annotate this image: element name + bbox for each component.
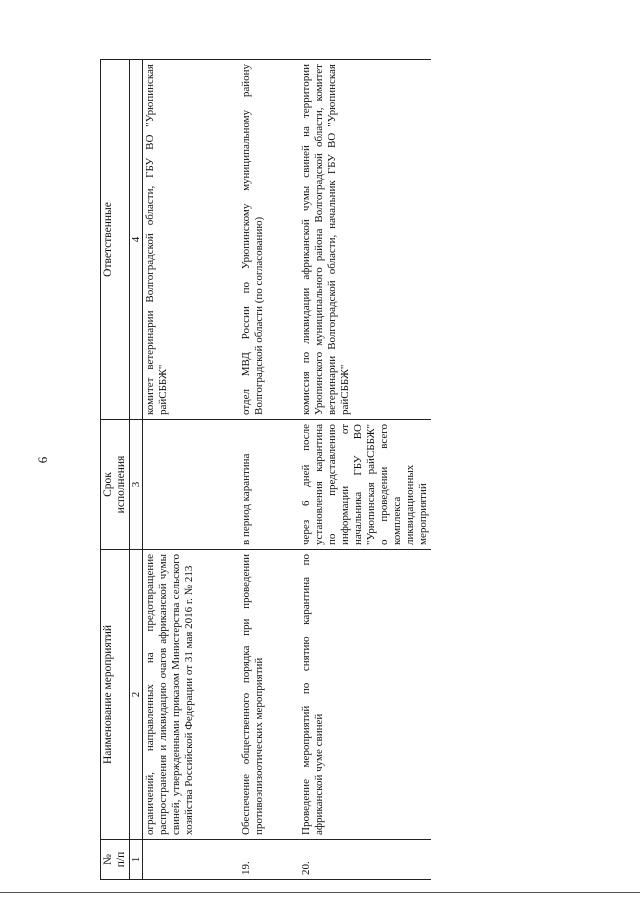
header-activity-name: Наименование мероприятий <box>101 550 130 840</box>
row-responsible: комитет ветеринарии Волгоградской области, ГБУ ВО "Урюпинская райСББЖ" <box>143 60 239 420</box>
page-number: 6 <box>35 456 50 464</box>
scan-edge-line <box>0 892 640 893</box>
table-row <box>239 60 299 880</box>
column-number: 4 <box>130 60 143 420</box>
table-row <box>143 60 239 880</box>
header-responsible: Ответственные <box>101 60 130 420</box>
row-term: в период карантина <box>239 420 299 550</box>
header-number: № п/п <box>101 840 130 880</box>
row-responsible: отдел МВД России по Урюпинскому муниципальному району Волгоградской области (по согласованию) <box>239 60 299 420</box>
rotated-page <box>35 40 429 880</box>
row-number: 19. <box>239 840 299 880</box>
row-activity-name: Проведение мероприятий по снятию карантина по африканской чуме свиней <box>299 550 431 840</box>
column-numbers-row <box>130 60 143 880</box>
row-activity-name: ограничений, направленных на предотвращение распространения и ликвидацию очагов африканской чумы свиней, утвержденными приказом Министерства сельского хозяйства Российской Федерации от 31 мая 2016 г. № 213 <box>143 550 239 840</box>
row-number <box>143 840 239 880</box>
table-header-row <box>101 60 130 880</box>
column-number: 3 <box>130 420 143 550</box>
row-number: 20. <box>299 840 431 880</box>
row-term <box>143 420 239 550</box>
column-number: 1 <box>130 840 143 880</box>
row-term: через 6 дней после установления карантина по представлению информации от начальника ГБУ ВО "Урюпинская райСББЖ" о проведении всего комплекса ликвидационных мероприятий <box>299 420 431 550</box>
activities-table <box>100 59 431 880</box>
header-term: Срок исполнения <box>101 420 130 550</box>
row-responsible: комиссия по ликвидации африканской чумы свиней на территории Урюпинского муниципального района Волгоградской области, комитет ветеринарии Волгоградской области, начальник ГБУ ВО "Урюпинская райСББЖ" <box>299 60 431 420</box>
column-number: 2 <box>130 550 143 840</box>
table-row <box>299 60 431 880</box>
row-activity-name: Обеспечение общественного порядка при проведении противоэпизоотических мероприятий <box>239 550 299 840</box>
